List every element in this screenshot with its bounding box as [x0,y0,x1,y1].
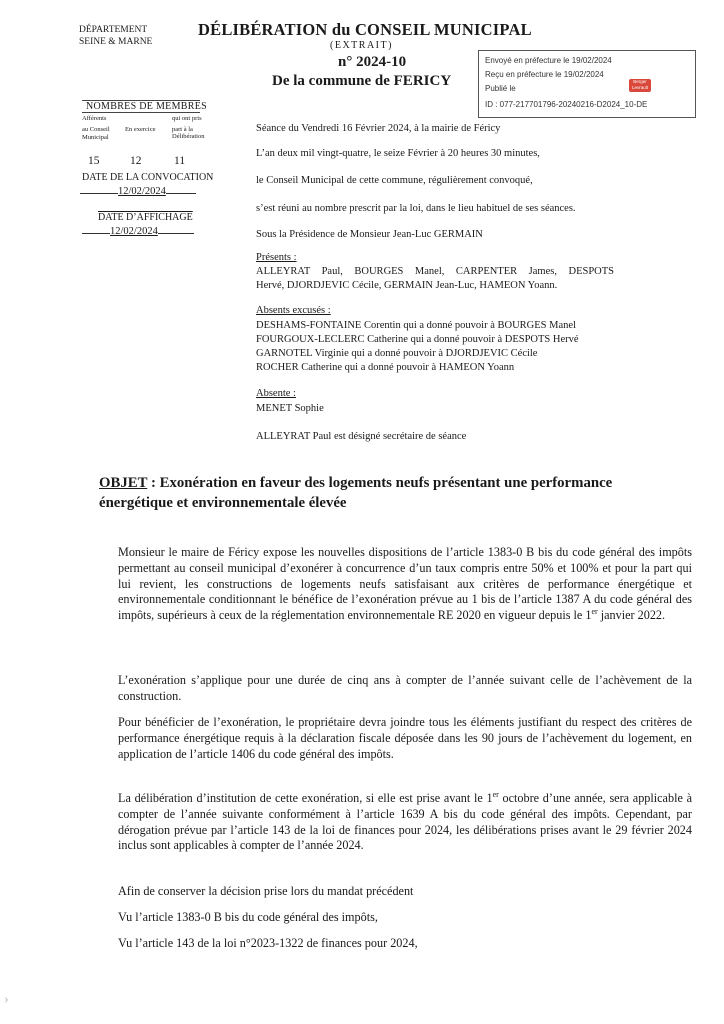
page-title: DÉLIBÉRATION du CONSEIL MUNICIPAL [198,20,532,39]
membres-col-afferents [82,115,106,123]
membres-title: NOMBRES DE MEMBRES [86,101,207,112]
paragraph-7: Vu l’article 143 de la loi n°2023-1322 de finances pour 2024, [118,936,418,950]
absente-label: Absente : [256,388,296,399]
count-deliberation: 11 [174,155,186,167]
objet-heading [99,473,619,513]
berger-levrault-logo: Berger Levrault [629,79,651,92]
col-delib-l1: qui ont pris [172,115,202,122]
presents-label: Présents : [256,252,297,263]
seance-line-3: le Conseil Municipal de cette commune, régulièrement convoqué, [256,175,533,186]
objet-label: OBJET [99,475,148,491]
absent-item: DESHAMS-FONTAINE Corentin qui a donné pouvoir à BOURGES Manel [256,320,576,331]
absents-label: Absents excusés : [256,305,331,316]
col-afferents-l3: Municipal [82,133,109,141]
membres-col-conseil [82,126,110,141]
p4-sup: er [492,789,499,799]
departement-block [79,24,152,48]
count-afferents: 15 [88,155,100,167]
p4-text-a: La délibération d’institution de cette exonération, si elle est prise avant le 1 [118,791,493,805]
convocation-label: DATE DE LA CONVOCATION [82,172,214,183]
p1-sup: er [591,607,598,617]
convocation-date-line [80,186,196,197]
scan-mark: › [4,992,9,1007]
absent-item: FOURGOUX-LECLERC Catherine qui a donné pouvoir à DESPOTS Hervé [256,334,579,345]
seance-line-2: L’an deux mil vingt-quatre, le seize Février à 20 heures 30 minutes, [256,148,540,159]
convocation-date: 12/02/2024 [118,186,166,197]
seance-line-4: s’est réuni au nombre prescrit par la loi, dans le lieu habituel de ses séances. [256,203,576,214]
absent-item: ROCHER Catherine qui a donné pouvoir à HAMEON Yoann [256,362,515,373]
absent-item: GARNOTEL Virginie qui a donné pouvoir à DJORDJEVIC Cécile [256,348,538,359]
affichage-date: 12/02/2024 [110,226,158,237]
p1-text-b: janvier 2022. [597,608,666,623]
seance-line-5: Sous la Présidence de Monsieur Jean-Luc GERMAIN [256,229,483,240]
paragraph-2: L’exonération s’applique pour une durée de cinq ans à compter de l’année suivant celle de l’achèvement de la construction. [118,673,692,703]
region-label: SEINE & MARNE [79,37,153,47]
col-delib-l3: Délibération [172,133,205,140]
paragraph-4 [118,791,692,854]
affichage-label: DATE D’AFFICHAGE [98,212,193,223]
secretaire-line: ALLEYRAT Paul est désigné secrétaire de séance [256,431,467,442]
stamp-envoye: Envoyé en préfecture le 19/02/2024 [485,56,612,65]
membres-mid-rule [82,112,200,113]
absente-name: MENET Sophie [256,403,324,414]
col-delib-l2: part à la [172,125,193,133]
objet-separator: : [147,475,160,491]
count-exercice: 12 [130,155,142,167]
presents-line-1: ALLEYRAT Paul, BOURGES Manel, CARPENTER James, DESPOTS [256,266,614,277]
paragraph-3: Pour bénéficier de l’exonération, le propriétaire devra joindre tous les éléments justifiant du respect des critères de performance énergétique requis à la déclaration fiscale déposée dans les 90 jours de l’achèvement du logement, en application de l’article 1406 du code général des impôts. [118,715,692,761]
stamp-recu: Reçu en préfecture le 19/02/2024 [485,70,604,79]
paragraph-5: Afin de conserver la décision prise lors du mandat précédent [118,884,414,898]
prefecture-stamp [478,50,696,118]
objet-text: Exonération en faveur des logements neufs présentant une performance énergétique et environnementale élevée [99,475,613,511]
commune-name: De la commune de FERICY [272,73,452,89]
extrait-label: (EXTRAIT) [330,40,393,51]
stamp-id: ID : 077-217701796-20240216-D2024_10-DE [485,100,648,109]
col-afferents-l2: au Conseil [82,126,110,133]
affichage-date-line [82,226,194,237]
deliberation-number: n° 2024-10 [338,54,407,70]
stamp-publie: Publié le [485,84,516,93]
membres-col-exercice: En exercice [125,126,156,133]
seance-line-1: Séance du Vendredi 16 Février 2024, à la mairie de Féricy [256,123,501,134]
paragraph-6: Vu l’article 1383-0 B bis du code général des impôts, [118,910,378,924]
col-afferents-l1: Afférents [82,115,107,122]
presents-line-2: Hervé, DJORDJEVIC Cécile, GERMAIN Jean-Luc, HAMEON Yoann. [256,280,558,291]
membres-col-deliberation [172,115,205,141]
paragraph-1 [118,545,692,624]
p1-text-a: Monsieur le maire de Féricy expose les nouvelles dispositions de l’article 1383-0 B bis du code général des impôts permettant au conseil municipal d’exonérer à concurrence d’un taux compris entre 50% et 100% et pour la part qui lui revient, les constructions de logements neufs satisfaisant aux critères de performance énergétique et environnementale conditionnant le bénéfice de l’exonération prévue au 1 bis de l’article 1387 A du code général des impôts, supérieurs à ceux de la réglementation environnementale RE 2020 en vigueur depuis le 1 [118,545,692,623]
absents-list [256,319,579,375]
departement-label: DÉPARTEMENT [79,25,148,35]
p4-text-b: octobre d’une année, sera applicable à compter de l’année suivante conformément à l’article 1639 A bis du code général des impôts. Cependant, par dérogation prévue par l’article 143 de la loi de finances pour 2024, les délibérations prises avant le 29 février 2024 inclus sont applicables à compter de l’année 2024. [118,791,692,853]
